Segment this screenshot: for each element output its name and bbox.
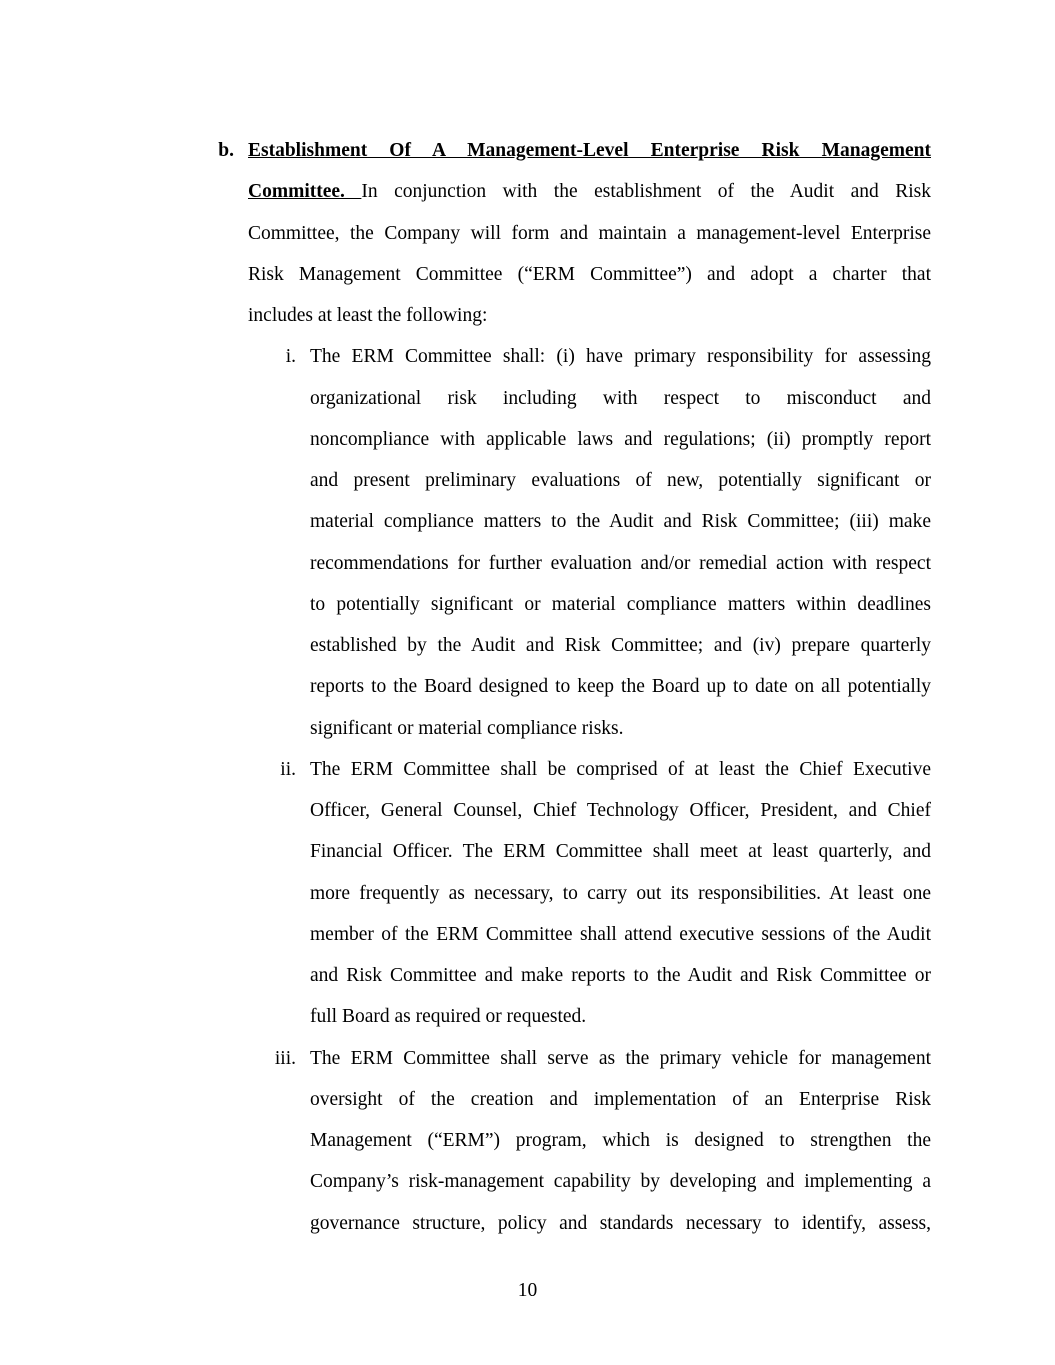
text-line — [0, 749, 1055, 790]
list-item-text: Officer, General Counsel, Chief Technology Officer, President, and Chief — [310, 800, 931, 821]
list-item-text: organizational risk including with respect to misconduct and — [310, 387, 931, 409]
list-item-text: significant or material compliance risks. — [310, 717, 624, 739]
text-line — [0, 460, 1055, 501]
text-line — [0, 1079, 1055, 1120]
list-item-marker: i. — [285, 346, 296, 368]
list-item-text: Company’s risk-management capability by developing and implementing a — [310, 1171, 931, 1193]
text-line — [0, 666, 1055, 707]
section-heading-continuation — [248, 171, 931, 212]
list-item-text: Management (“ERM”) program, which is designed to strengthen the — [310, 1130, 931, 1151]
list-item-text: established by the Audit and Risk Committee; and (iv) prepare quarterly — [310, 635, 931, 656]
text-line — [0, 1161, 1055, 1202]
text-line — [0, 584, 1055, 625]
section-body — [0, 213, 1055, 1244]
list-item-text: and Risk Committee and make reports to the Audit and Risk Committee or — [310, 965, 931, 986]
text-line — [0, 873, 1055, 914]
list-item-text: more frequently as necessary, to carry out its responsibilities. At least one — [310, 882, 931, 904]
text-line — [0, 213, 1055, 254]
intro-text: Risk Management Committee (“ERM Committee”) and adopt a charter that — [248, 263, 931, 285]
text-line — [0, 625, 1055, 666]
text-line — [0, 336, 1055, 377]
section-marker: b. — [218, 140, 234, 161]
section-heading: Establishment Of A Management-Level Enterprise Risk Management — [248, 140, 931, 161]
text-line — [0, 543, 1055, 584]
section-heading-end: Committee. — [248, 181, 362, 203]
document-body — [0, 130, 1055, 1244]
list-item-text: to potentially significant or material compliance matters within deadlines — [310, 593, 931, 615]
text-line — [0, 708, 1055, 749]
list-item-text: material compliance matters to the Audit and Risk Committee; (iii) make — [310, 511, 931, 533]
list-item-text: The ERM Committee shall be comprised of at least the Chief Executive — [310, 758, 931, 780]
text-line — [0, 295, 1055, 336]
list-item-text: full Board as required or requested. — [310, 1006, 587, 1028]
list-item-text: governance structure, policy and standards necessary to identify, assess, — [310, 1212, 931, 1234]
text-line — [0, 996, 1055, 1037]
intro-text: includes at least the following: — [248, 305, 488, 326]
intro-text: Committee, the Company will form and maintain a management-level Enterprise — [248, 222, 931, 244]
list-item-text: recommendations for further evaluation and/or remedial action with respect — [310, 552, 931, 574]
text-line — [0, 1203, 1055, 1244]
page-number: 10 — [517, 1280, 538, 1301]
list-item-marker: ii. — [280, 758, 296, 780]
text-line — [0, 378, 1055, 419]
list-item-text: Financial Officer. The ERM Committee shall meet at least quarterly, and — [310, 841, 931, 863]
list-item-text: The ERM Committee shall serve as the primary vehicle for management — [310, 1047, 931, 1069]
text-line — [0, 501, 1055, 542]
text-line — [0, 790, 1055, 831]
list-item-text: noncompliance with applicable laws and regulations; (ii) promptly report — [310, 428, 931, 450]
list-item-text: member of the ERM Committee shall attend executive sessions of the Audit — [310, 923, 931, 945]
list-item-text: reports to the Board designed to keep the Board up to date on all potentially — [310, 676, 931, 698]
list-item-text: and present preliminary evaluations of new, potentially significant or — [310, 470, 931, 491]
paragraph-text: In conjunction with the establishment of the Audit and Risk — [361, 181, 931, 203]
text-line — [0, 831, 1055, 872]
list-item-text: The ERM Committee shall: (i) have primary responsibility for assessing — [310, 346, 931, 368]
list-item-marker: iii. — [274, 1047, 296, 1069]
list-item-text: oversight of the creation and implementation of an Enterprise Risk — [310, 1088, 931, 1110]
text-line — [0, 1120, 1055, 1161]
text-line — [0, 914, 1055, 955]
text-line — [0, 254, 1055, 295]
section-heading-line — [0, 130, 1055, 171]
section-heading-line-2 — [0, 171, 1055, 212]
text-line — [0, 955, 1055, 996]
text-line — [0, 1038, 1055, 1079]
text-line — [0, 419, 1055, 460]
